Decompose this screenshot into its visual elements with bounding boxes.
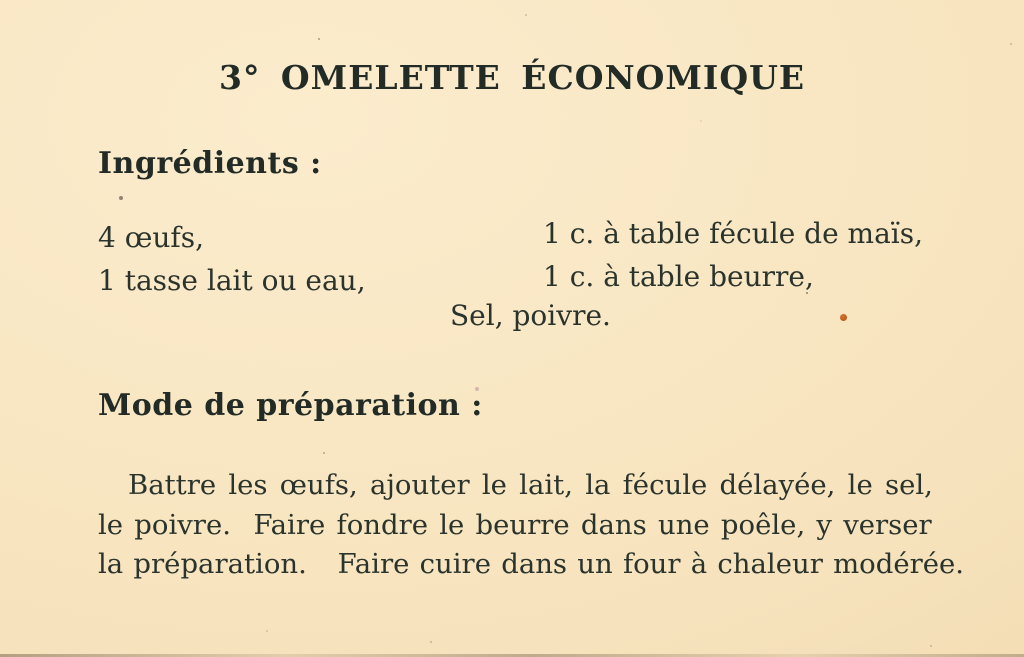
paragraph-line: la préparation. Faire cuire dans un four à chaleur modérée. (98, 548, 965, 580)
rust-spot (840, 314, 847, 321)
paragraph-line: Battre les œufs, ajouter le lait, la fécule délayée, le sel, (128, 469, 933, 501)
paragraph-line: le poivre. Faire fondre le beurre dans une poêle, y verser (98, 508, 932, 541)
paper-speck-texture (0, 0, 2, 2)
ingredients-heading: Ingrédients : (98, 146, 322, 181)
recipe-title: 3° OMELETTE ÉCONOMIQUE (218, 58, 806, 97)
ingredient-item-centered: Sel, poivre. (450, 299, 611, 332)
ingredient-item: 1 c. à table beurre, (543, 260, 814, 293)
ingredient-item: 4 œufs, (98, 221, 205, 254)
preparation-paragraph (98, 466, 978, 585)
preparation-heading: Mode de préparation : (98, 388, 483, 423)
ingredients-left-column (98, 216, 366, 302)
ingredients-right-column (543, 212, 923, 298)
ingredient-item: 1 tasse lait ou eau, (98, 264, 366, 297)
ingredient-item: 1 c. à table fécule de maïs, (543, 217, 924, 250)
